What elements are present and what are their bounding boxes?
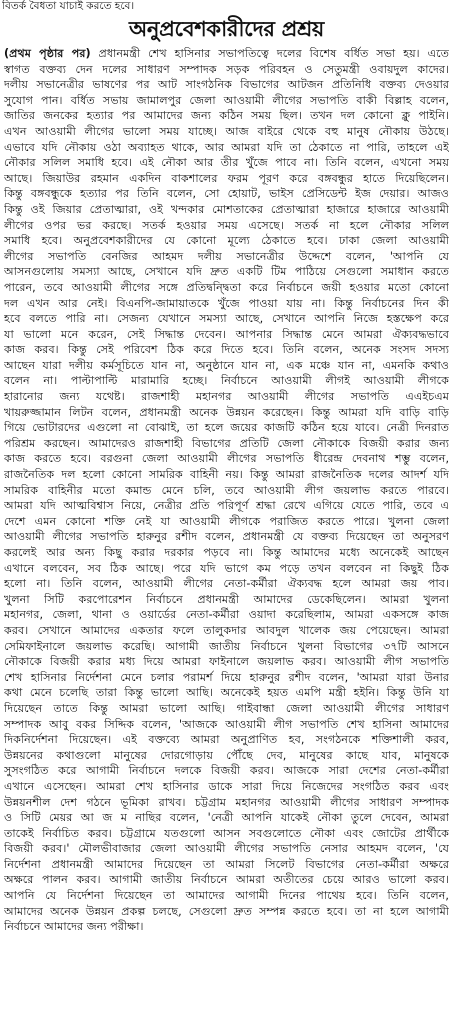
article-lines xyxy=(4,62,449,935)
article-line: কাজ করতে হবে। বরগুনা জেলা আওয়ামী লীগের সভাপতি ধীরেন্দ্র দেবনাথ শম্ভু বলেন, xyxy=(4,452,449,466)
article-line: গিয়ে ভোটারদের এগুলো না বোঝাই, তা হলে জয়ের কাজটি কঠিন হয়ে যাবে। নেত্রী দিনরাত xyxy=(4,421,449,435)
article-line: যা ভালো মনে করেন, সেই সিদ্ধান্ত দেবেন। আপনার সিদ্ধান্ত মেনে আমরা ঐক্যবদ্ধভাবে xyxy=(4,327,449,341)
article-line: সুসংগঠিত করে আগামী নির্বাচনে দলকে বিজয়ী করব। আজকে সারা দেশের নেতা-কর্মীরা xyxy=(4,764,449,778)
article-line: সেমিফাইনালে জয়লাভ করেছি। আগামী জাতীয় নির্বাচনে খুলনা বিভাগের ৩৭টি আসনে xyxy=(4,639,449,653)
article-line: আছে। জিয়াউর রহমান একদিন বাকশালের ফরম পূরণ করে বঙ্গবন্ধুর হাতে দিয়েছিলেন। xyxy=(4,171,449,185)
continuation-tag: (প্রথম পৃষ্ঠার পর) xyxy=(4,47,91,60)
article-line: মহানগর, জেলা, থানা ও ওয়ার্ডের নেতা-কর্মীরা ওয়াদা করেছিলাম, আমরা একসঙ্গে কাজ xyxy=(4,608,449,622)
article-line: কাজ করব। কিন্তু সেই পরিবেশ ঠিক করে দিতে হবে। তিনি বলেন, অনেক সংসদ সদস্য xyxy=(4,343,449,357)
article-line: আসনগুলোয় সমস্যা আছে, সেখানে যদি দ্রুত একটি টিম পাঠিয়ে সেগুলো সমাধান করতে xyxy=(4,265,449,279)
article-line: তাকেই নির্বাচিত করব। চট্টগ্রামে যতগুলো আসন সবগুলোতে নৌকা এবং জোটের প্রার্থীকে xyxy=(4,826,449,840)
article-line: সুযোগ পান। বর্ধিত সভায় জামালপুর জেলা আওয়ামী লীগের সভাপতি বাকী বিল্লাহ বলেন, xyxy=(4,93,449,107)
article-line: দেশে এমন কোনো শক্তি নেই যা আওয়ামী লীগকে পরাজিত করতে পারে। খুলনা জেলা xyxy=(4,514,449,528)
article-line: পরিশ্রম করছেন। আমাদেরও রাজশাহী বিভাগের প্রতিটি জেলা নৌকাকে বিজয়ী করার জন্য xyxy=(4,436,449,450)
article-line: এখন আওয়ামী লীগের ভালো সময় যাচ্ছে। আজ বাইরে থেকে বহু মানুষ নৌকায় উঠছে। xyxy=(4,124,449,138)
article-line: লীগের ওপর ভর করছে। সতর্ক হওয়ার সময় এসেছে। সতর্ক না হলে নৌকার সলিল xyxy=(4,218,449,232)
article-line: আমাদের অনেক উন্নয়ন প্রকল্প চলছে, সেগুলো দ্রুত সম্পন্ন করতে হবে। তা না হলে আগামী xyxy=(4,904,449,918)
article-body xyxy=(4,46,449,1012)
article-line: করব। সেখানে আমাদের একতার ফলে তালুকদার আবদুল খালেক জয় পেয়েছেন। আমরা xyxy=(4,623,449,637)
article-line: বিজয়ী করব।' মৌলভীবাজার জেলা আওয়ামী লীগের সভাপতি নেসার আহমদ বলেন, 'যে xyxy=(4,842,449,856)
article-line: দল এখন আর নেই। বিএনপি-জামায়াতকে খুঁজে পাওয়া যায় না। কিন্তু নির্বাচনের দিন কী xyxy=(4,296,449,310)
article-line: আছেন যারা দলীয় কর্মসূচিতে যান না, অনুষ্ঠানে যান না, এক মঞ্চে যান না, এমনকি কথাও xyxy=(4,358,449,372)
article-line: কিন্তু ওই জিয়ার প্রেতাত্মারা, ওই খন্দকার মোশতাকের প্রেতাত্মারা হাজারে হাজারে আওয়ামী xyxy=(4,202,449,216)
article-line: বলেন না। পাল্টাপাল্টি মারামারি হচ্ছে। নির্বাচনে আওয়ামী লীগই আওয়ামী লীগকে xyxy=(4,374,449,388)
previous-article-clip: বিতর্ক বৈধতা যাচাই করতে হবে। xyxy=(2,0,135,12)
article-line: সমাধি হবে। অনুপ্রবেশকারীদের যে কোনো মূল্যে ঠেকাতে হবে। ঢাকা জেলা আওয়ামী xyxy=(4,234,449,248)
article-line: হারানোর জন্য যথেষ্ট। রাজশাহী মহানগর আওয়ামী লীগের সভাপতি এএইচএম xyxy=(4,390,449,404)
article-line-text: প্রধানমন্ত্রী শেখ হাসিনার সভাপতিত্বে দলের বিশেষ বর্ধিত সভা হয়। এতে xyxy=(98,47,449,60)
article-headline: অনুপ্রবেশকারীদের প্রশ্রয় xyxy=(128,17,325,41)
article-line: উন্নয়নের কথাগুলো মানুষের দোরগোড়ায় পৌঁছে দেব, মানুষের কাছে যাব, মানুষকে xyxy=(4,748,449,762)
article-line: সম্পাদক আবু বকর সিদ্দিক বলেন, 'আজকে আওয়ামী লীগ সভাপতি শেখ হাসিনা আমাদের xyxy=(4,717,449,731)
article-line: করলেই আর অন্য কিছু করার দরকার পড়বে না। কিন্তু আমাদের মধ্যে অনেকেই আছেন xyxy=(4,546,449,559)
article-line: খায়রুজ্জামান লিটন বলেন, প্রধানমন্ত্রী অনেক উন্নয়ন করেছেন। কিন্তু আমরা যদি বাড়ি বাড়ি xyxy=(4,405,449,419)
article-line: নৌকার সলিল সমাধি হবে। এই নৌকা আর তীর খুঁজে পাবে না। তিনি বলেন, এখনো সময় xyxy=(4,156,449,170)
article-line: সামরিক বাহিনীর মতো কমান্ড মেনে চলি, তবে আওয়ামী লীগ জয়লাভ করতে পারবে। xyxy=(4,483,449,497)
article-line: ও সিটি মেয়র আ জ ম নাছির বলেন, 'নেত্রী আপনি যাকেই নৌকা তুলে দেবেন, আমরা xyxy=(4,811,449,825)
article-line: দিয়েছেন তাতে কিন্তু আমরা ভালো আছি। গাইবান্ধা জেলা আওয়ামী লীগের সাধারণ xyxy=(4,701,449,715)
article-line: আমরা যদি আত্মবিশ্বাস নিয়ে, নেত্রীর প্রতি পরিপূর্ণ শ্রদ্ধা রেখে এগিয়ে যেতে পারি, তবে এ xyxy=(4,499,449,513)
article-line: এখানে বলবেন, সব ঠিক আছে। পরে যদি ভাগে কম পড়ে তখন বলবেন না কিছুই ঠিক xyxy=(4,561,449,575)
article-line: জাতির জনকের হত্যার পর আমাদের জন্য কঠিন সময় ছিল। তখন দল কোনো ক্লু পাইনি। xyxy=(4,109,449,123)
article-line: খুলনা সিটি করপোরেশন নির্বাচনে প্রধানমন্ত্রী আমাদের ডেকেছিলেন। আমরা খুলনা xyxy=(4,592,449,606)
article-line: শেখ হাসিনার নির্দেশনা মেনে চলার পরামর্শ দিয়ে হারুনুর রশীদ বলেন, 'আমরা যারা উনার xyxy=(4,670,449,684)
article-line: আপনি যে নির্দেশনা দিয়েছেন তা আমাদের আগামী দিনের পাথেয় হবে। তিনি বলেন, xyxy=(4,889,449,903)
article-line: দিকনির্দেশনা দিয়েছেন। এই বক্তব্যে আমরা অনুপ্রাণিত হব, সংগঠনকে শক্তিশালী করব, xyxy=(4,733,449,747)
article-line: লীগের সভাপতি বেনজির আহমদ দলীয় সভানেত্রীর উদ্দেশে বলেন, 'আপনি যে xyxy=(4,249,449,263)
article-line: হলো না। তিনি বলেন, আওয়ামী লীগের নেতা-কর্মীরা ঐক্যবদ্ধ হলে আমরা জয় পাব। xyxy=(4,577,449,591)
article-line: কিন্তু বঙ্গবন্ধুকে হত্যার পর তিনি বলেন, সো হোয়াট, ভাইস প্রেসিডেন্ট ইজ দেয়ার। আজও xyxy=(4,187,449,201)
article-line: রাজনৈতিক দল হলো কোনো সামরিক বাহিনী নয়। কিন্তু আমরা রাজনৈতিক দলের আদর্শ যদি xyxy=(4,468,449,482)
article-line: নির্বাচনে আমাদের জন্য পরীক্ষা। xyxy=(4,920,144,934)
article-line: নৌকাকে বিজয়ী করার মধ্য দিয়ে আমরা ফাইনালে জয়লাভ করব। আওয়ামী লীগ সভাপতি xyxy=(4,655,449,669)
article-line: কথা মেনে চলেছি তারা কিন্তু ভালো আছি। অনেকেই হয়ত এমপি মন্ত্রী হইনি। কিন্তু উনি যা xyxy=(4,686,449,700)
article-line xyxy=(4,46,449,62)
article-line: উন্নয়নশীল দেশ গঠনে ভূমিকা রাখব। চট্টগ্রাম মহানগর আওয়ামী লীগের সাধারণ সম্পাদক xyxy=(4,795,449,809)
article-line: অক্ষরে পালন করব। আগামী জাতীয় নির্বাচনে আমরা অতীতের চেয়ে আরও ভালো করব। xyxy=(4,873,449,887)
article-line: স্বাগত বক্তব্য দেন দলের সাধারণ সম্পাদক সড়ক পরিবহন ও সেতুমন্ত্রী ওবায়দুল কাদের। xyxy=(4,62,449,76)
article-line: এভাবে যদি নৌকায় ওঠা অব্যাহত থাকে, আর আমরা যদি তা ঠেকাতে না পারি, তাহলে এই xyxy=(4,140,449,154)
article-line: নির্দেশনা প্রধানমন্ত্রী আমাদের দিয়েছেন তা আমরা সিলেট বিভাগের নেতা-কর্মীরা অক্ষরে xyxy=(4,857,449,871)
article-line: এখানে এসেছেন। আমরা শেখ হাসিনার ডাকে সারা দিয়ে নিজেদের সংগঠিত করব এবং xyxy=(4,779,449,793)
article-line: হবে বলতে পারি না। সেজন্য যেখানে সমস্যা আছে, সেখানে আপনি নিজে হস্তক্ষেপ করে xyxy=(4,312,449,326)
article-line: দলীয় সভানেত্রীর ভাষণের পর আট সাংগঠনিক বিভাগের আটজন প্রতিনিধি বক্তব্য দেওয়ার xyxy=(4,78,449,92)
article-line: পারেন, তবে আওয়ামী লীগের সঙ্গে প্রতিদ্বন্দ্বিতা করে নির্বাচনে জয়ী হওয়ার মতো কোনো xyxy=(4,280,449,294)
article-line: আওয়ামী লীগের সভাপতি হারুনুর রশীদ বলেন, প্রধানমন্ত্রী যে বক্তব্য দিয়েছেন তা অনুসরণ xyxy=(4,530,449,544)
